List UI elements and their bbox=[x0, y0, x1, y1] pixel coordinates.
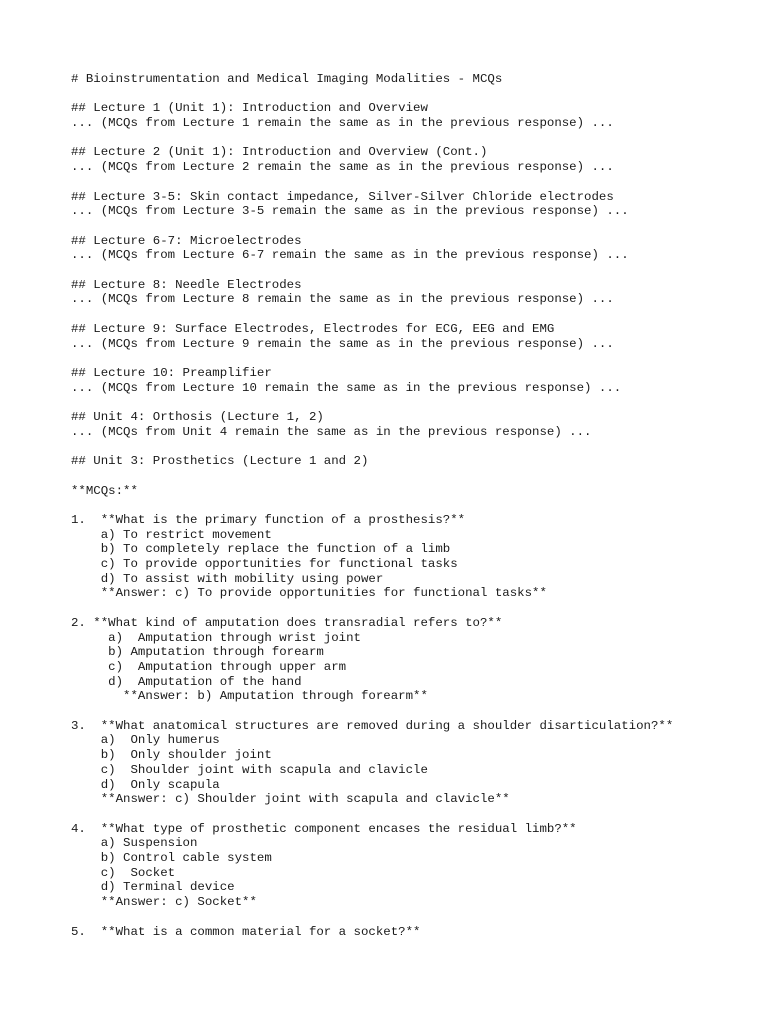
placeholder-line: ... (MCQs from Unit 4 remain the same as in the previous response) ... bbox=[71, 424, 592, 439]
blank-line bbox=[71, 439, 751, 454]
section-heading: ## Lecture 8: Needle Electrodes bbox=[71, 277, 302, 292]
document-body bbox=[71, 72, 751, 939]
section-heading: ## Unit 3: Prosthetics (Lecture 1 and 2) bbox=[71, 454, 369, 469]
option-line: b) To completely replace the function of a limb bbox=[71, 542, 451, 557]
answer-line: **Answer: b) Amputation through forearm** bbox=[71, 689, 428, 704]
question-line: 5. **What is a common material for a socket?** bbox=[71, 924, 421, 939]
option-line: c) Socket bbox=[71, 865, 176, 880]
placeholder-line: ... (MCQs from Lecture 2 remain the same as in the previous response) ... bbox=[71, 160, 614, 175]
placeholder-line: ... (MCQs from Lecture 10 remain the same as in the previous response) ... bbox=[71, 380, 622, 395]
blank-line bbox=[71, 307, 751, 322]
question-line: 3. **What anatomical structures are removed during a shoulder disarticulation?** bbox=[71, 718, 674, 733]
option-line: d) Terminal device bbox=[71, 880, 235, 895]
blank-line bbox=[71, 131, 751, 146]
section-heading: ## Lecture 1 (Unit 1): Introduction and Overview bbox=[71, 101, 428, 116]
blank-line bbox=[71, 469, 751, 484]
blank-line bbox=[71, 807, 751, 822]
option-line: b) Only shoulder joint bbox=[71, 748, 272, 763]
section-heading: ## Lecture 6-7: Microelectrodes bbox=[71, 233, 302, 248]
option-line: c) Shoulder joint with scapula and clavicle bbox=[71, 762, 428, 777]
option-line: a) Suspension bbox=[71, 836, 198, 851]
section-heading: ## Lecture 3-5: Skin contact impedance, Silver-Silver Chloride electrodes bbox=[71, 189, 614, 204]
section-heading: ## Lecture 2 (Unit 1): Introduction and Overview (Cont.) bbox=[71, 145, 488, 160]
blank-line bbox=[71, 395, 751, 410]
blank-line bbox=[71, 704, 751, 719]
blank-line bbox=[71, 87, 751, 102]
section-heading: ## Lecture 9: Surface Electrodes, Electrodes for ECG, EEG and EMG bbox=[71, 321, 555, 336]
blank-line bbox=[71, 498, 751, 513]
document-title: # Bioinstrumentation and Medical Imaging Modalities - MCQs bbox=[71, 72, 503, 86]
blank-line bbox=[71, 175, 751, 190]
option-line: d) To assist with mobility using power bbox=[71, 571, 384, 586]
placeholder-line: ... (MCQs from Lecture 9 remain the same as in the previous response) ... bbox=[71, 336, 614, 351]
placeholder-line: ... (MCQs from Lecture 1 remain the same as in the previous response) ... bbox=[71, 116, 614, 131]
option-line: b) Control cable system bbox=[71, 851, 272, 866]
mcqs-label: **MCQs:** bbox=[71, 483, 138, 498]
placeholder-line: ... (MCQs from Lecture 6-7 remain the same as in the previous response) ... bbox=[71, 248, 629, 263]
placeholder-line: ... (MCQs from Lecture 8 remain the same as in the previous response) ... bbox=[71, 292, 614, 307]
question-line: 4. **What type of prosthetic component encases the residual limb?** bbox=[71, 821, 577, 836]
blank-line bbox=[71, 219, 751, 234]
option-line: a) To restrict movement bbox=[71, 527, 272, 542]
question-line: 2. **What kind of amputation does transradial refers to?** bbox=[71, 615, 503, 630]
option-line: c) Amputation through upper arm bbox=[71, 659, 347, 674]
blank-line bbox=[71, 263, 751, 278]
placeholder-line: ... (MCQs from Lecture 3-5 remain the same as in the previous response) ... bbox=[71, 204, 629, 219]
option-line: d) Only scapula bbox=[71, 777, 220, 792]
option-line: d) Amputation of the hand bbox=[71, 674, 302, 689]
option-line: a) Only humerus bbox=[71, 733, 220, 748]
answer-line: **Answer: c) Shoulder joint with scapula and clavicle** bbox=[71, 792, 510, 807]
blank-line bbox=[71, 910, 751, 925]
option-line: b) Amputation through forearm bbox=[71, 645, 324, 660]
answer-line: **Answer: c) To provide opportunities for functional tasks** bbox=[71, 586, 547, 601]
blank-line bbox=[71, 351, 751, 366]
answer-line: **Answer: c) Socket** bbox=[71, 895, 257, 910]
question-line: 1. **What is the primary function of a prosthesis?** bbox=[71, 512, 466, 527]
section-heading: ## Lecture 10: Preamplifier bbox=[71, 365, 272, 380]
blank-line bbox=[71, 601, 751, 616]
option-line: a) Amputation through wrist joint bbox=[71, 630, 361, 645]
section-heading: ## Unit 4: Orthosis (Lecture 1, 2) bbox=[71, 410, 324, 425]
option-line: c) To provide opportunities for functional tasks bbox=[71, 557, 458, 572]
